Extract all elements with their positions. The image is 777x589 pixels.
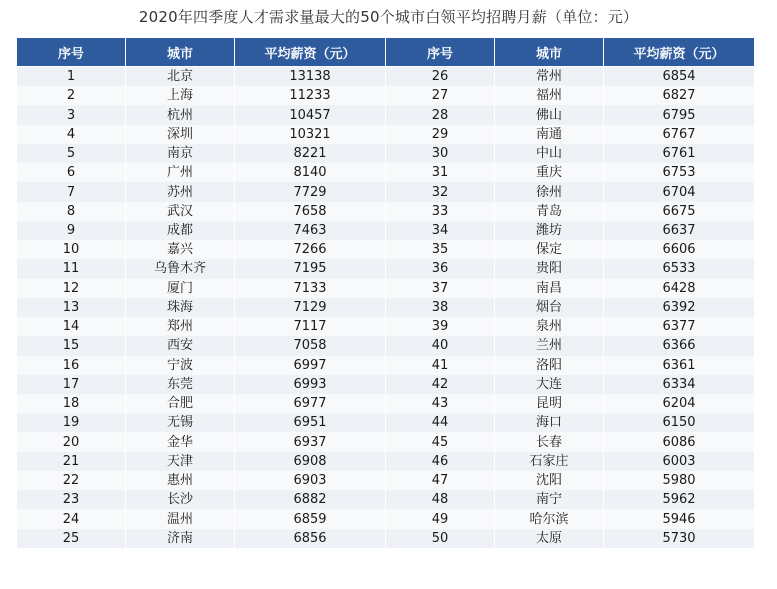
cell-rank-right: 49 <box>386 509 495 528</box>
cell-rank-left: 12 <box>17 279 126 298</box>
table-row <box>17 452 755 471</box>
cell-salary-right: 6637 <box>604 221 755 240</box>
cell-salary-left: 7729 <box>235 182 386 201</box>
cell-salary-left: 6903 <box>235 471 386 490</box>
cell-city-right: 大连 <box>495 375 604 394</box>
cell-rank-right: 36 <box>386 259 495 278</box>
cell-salary-right: 6761 <box>604 144 755 163</box>
table-row <box>17 471 755 490</box>
cell-salary-left: 11233 <box>235 86 386 105</box>
cell-city-right: 南宁 <box>495 490 604 509</box>
cell-rank-left: 14 <box>17 317 126 336</box>
table-row <box>17 279 755 298</box>
cell-city-right: 海口 <box>495 413 604 432</box>
table-header <box>17 38 755 67</box>
cell-salary-left: 7463 <box>235 221 386 240</box>
cell-salary-right: 6767 <box>604 125 755 144</box>
cell-rank-left: 18 <box>17 394 126 413</box>
cell-salary-left: 7133 <box>235 279 386 298</box>
cell-salary-left: 7117 <box>235 317 386 336</box>
cell-rank-right: 45 <box>386 432 495 451</box>
cell-city-right: 青岛 <box>495 202 604 221</box>
table-row <box>17 490 755 509</box>
cell-salary-left: 6859 <box>235 509 386 528</box>
salary-table <box>16 37 755 548</box>
cell-salary-right: 6606 <box>604 240 755 259</box>
cell-city-right: 徐州 <box>495 182 604 201</box>
cell-rank-left: 23 <box>17 490 126 509</box>
cell-rank-right: 32 <box>386 182 495 201</box>
cell-salary-left: 10457 <box>235 105 386 124</box>
cell-rank-right: 26 <box>386 67 495 87</box>
cell-city-left: 杭州 <box>126 105 235 124</box>
cell-rank-left: 21 <box>17 452 126 471</box>
cell-salary-left: 7195 <box>235 259 386 278</box>
cell-city-right: 太原 <box>495 529 604 548</box>
cell-rank-right: 35 <box>386 240 495 259</box>
cell-salary-left: 6997 <box>235 356 386 375</box>
cell-city-right: 潍坊 <box>495 221 604 240</box>
table-row <box>17 375 755 394</box>
cell-rank-right: 41 <box>386 356 495 375</box>
cell-city-right: 南昌 <box>495 279 604 298</box>
cell-salary-left: 8140 <box>235 163 386 182</box>
cell-rank-right: 31 <box>386 163 495 182</box>
cell-city-left: 南京 <box>126 144 235 163</box>
header-salary-left: 平均薪资（元） <box>235 38 386 67</box>
cell-city-right: 沈阳 <box>495 471 604 490</box>
table-row <box>17 144 755 163</box>
header-rank-right: 序号 <box>386 38 495 67</box>
cell-rank-left: 25 <box>17 529 126 548</box>
cell-rank-left: 20 <box>17 432 126 451</box>
cell-rank-left: 1 <box>17 67 126 87</box>
cell-salary-left: 8221 <box>235 144 386 163</box>
cell-salary-right: 5730 <box>604 529 755 548</box>
cell-salary-right: 6704 <box>604 182 755 201</box>
cell-rank-right: 43 <box>386 394 495 413</box>
cell-rank-right: 39 <box>386 317 495 336</box>
cell-rank-left: 2 <box>17 86 126 105</box>
cell-city-left: 西安 <box>126 336 235 355</box>
cell-salary-left: 6951 <box>235 413 386 432</box>
cell-rank-left: 8 <box>17 202 126 221</box>
cell-rank-left: 13 <box>17 298 126 317</box>
cell-salary-left: 6937 <box>235 432 386 451</box>
cell-rank-left: 11 <box>17 259 126 278</box>
cell-salary-right: 6334 <box>604 375 755 394</box>
cell-salary-right: 6428 <box>604 279 755 298</box>
cell-salary-left: 6908 <box>235 452 386 471</box>
cell-salary-left: 7658 <box>235 202 386 221</box>
cell-city-right: 长春 <box>495 432 604 451</box>
table-row <box>17 356 755 375</box>
cell-rank-left: 22 <box>17 471 126 490</box>
cell-city-right: 兰州 <box>495 336 604 355</box>
cell-salary-right: 6533 <box>604 259 755 278</box>
cell-salary-right: 6392 <box>604 298 755 317</box>
cell-rank-right: 42 <box>386 375 495 394</box>
cell-city-left: 合肥 <box>126 394 235 413</box>
cell-rank-right: 47 <box>386 471 495 490</box>
cell-city-left: 宁波 <box>126 356 235 375</box>
table-row <box>17 529 755 548</box>
header-salary-right: 平均薪资（元） <box>604 38 755 67</box>
header-row <box>17 38 755 67</box>
cell-rank-right: 46 <box>386 452 495 471</box>
table-row <box>17 509 755 528</box>
cell-city-left: 珠海 <box>126 298 235 317</box>
cell-city-right: 哈尔滨 <box>495 509 604 528</box>
cell-city-right: 贵阳 <box>495 259 604 278</box>
cell-city-left: 天津 <box>126 452 235 471</box>
cell-salary-right: 6753 <box>604 163 755 182</box>
cell-city-left: 长沙 <box>126 490 235 509</box>
table-row <box>17 67 755 87</box>
cell-rank-right: 50 <box>386 529 495 548</box>
cell-salary-right: 6827 <box>604 86 755 105</box>
cell-salary-right: 6086 <box>604 432 755 451</box>
cell-city-left: 嘉兴 <box>126 240 235 259</box>
cell-city-left: 苏州 <box>126 182 235 201</box>
cell-rank-right: 40 <box>386 336 495 355</box>
table-row <box>17 86 755 105</box>
cell-city-left: 成都 <box>126 221 235 240</box>
cell-rank-right: 37 <box>386 279 495 298</box>
cell-city-left: 惠州 <box>126 471 235 490</box>
cell-city-left: 深圳 <box>126 125 235 144</box>
table-row <box>17 125 755 144</box>
cell-city-right: 常州 <box>495 67 604 87</box>
cell-city-left: 金华 <box>126 432 235 451</box>
cell-city-left: 厦门 <box>126 279 235 298</box>
table-row <box>17 336 755 355</box>
cell-city-right: 福州 <box>495 86 604 105</box>
page-title: 2020年四季度人才需求量最大的50个城市白领平均招聘月薪（单位：元） <box>138 8 639 26</box>
cell-city-right: 保定 <box>495 240 604 259</box>
cell-salary-left: 7129 <box>235 298 386 317</box>
cell-city-right: 泉州 <box>495 317 604 336</box>
cell-city-right: 昆明 <box>495 394 604 413</box>
cell-city-right: 烟台 <box>495 298 604 317</box>
cell-salary-right: 6361 <box>604 356 755 375</box>
cell-city-left: 乌鲁木齐 <box>126 259 235 278</box>
cell-rank-right: 44 <box>386 413 495 432</box>
cell-city-left: 郑州 <box>126 317 235 336</box>
table-body <box>17 67 755 548</box>
table-row <box>17 105 755 124</box>
cell-city-left: 无锡 <box>126 413 235 432</box>
cell-city-right: 石家庄 <box>495 452 604 471</box>
cell-rank-right: 33 <box>386 202 495 221</box>
cell-salary-right: 5980 <box>604 471 755 490</box>
table-row <box>17 259 755 278</box>
cell-rank-left: 19 <box>17 413 126 432</box>
cell-salary-left: 6977 <box>235 394 386 413</box>
cell-rank-left: 4 <box>17 125 126 144</box>
table-row <box>17 432 755 451</box>
cell-rank-right: 27 <box>386 86 495 105</box>
cell-city-left: 广州 <box>126 163 235 182</box>
header-city-right: 城市 <box>495 38 604 67</box>
cell-city-right: 佛山 <box>495 105 604 124</box>
cell-city-left: 武汉 <box>126 202 235 221</box>
cell-city-right: 洛阳 <box>495 356 604 375</box>
cell-salary-right: 6204 <box>604 394 755 413</box>
cell-salary-right: 5946 <box>604 509 755 528</box>
cell-salary-right: 6377 <box>604 317 755 336</box>
cell-city-right: 南通 <box>495 125 604 144</box>
cell-salary-right: 6675 <box>604 202 755 221</box>
cell-rank-left: 15 <box>17 336 126 355</box>
header-city-left: 城市 <box>126 38 235 67</box>
cell-salary-right: 6366 <box>604 336 755 355</box>
table-row <box>17 394 755 413</box>
table-row <box>17 240 755 259</box>
cell-salary-left: 7058 <box>235 336 386 355</box>
table-row <box>17 202 755 221</box>
table-row <box>17 413 755 432</box>
cell-rank-left: 5 <box>17 144 126 163</box>
cell-rank-right: 34 <box>386 221 495 240</box>
cell-rank-right: 48 <box>386 490 495 509</box>
cell-rank-left: 7 <box>17 182 126 201</box>
cell-salary-right: 6150 <box>604 413 755 432</box>
cell-salary-left: 7266 <box>235 240 386 259</box>
cell-rank-left: 24 <box>17 509 126 528</box>
cell-city-left: 济南 <box>126 529 235 548</box>
cell-salary-left: 10321 <box>235 125 386 144</box>
cell-salary-right: 6003 <box>604 452 755 471</box>
cell-salary-left: 6882 <box>235 490 386 509</box>
cell-city-right: 中山 <box>495 144 604 163</box>
cell-rank-left: 3 <box>17 105 126 124</box>
cell-salary-left: 6993 <box>235 375 386 394</box>
cell-city-left: 北京 <box>126 67 235 87</box>
cell-city-left: 温州 <box>126 509 235 528</box>
cell-city-right: 重庆 <box>495 163 604 182</box>
cell-salary-left: 6856 <box>235 529 386 548</box>
cell-city-left: 东莞 <box>126 375 235 394</box>
cell-rank-right: 38 <box>386 298 495 317</box>
table-row <box>17 221 755 240</box>
table-row <box>17 163 755 182</box>
table-row <box>17 298 755 317</box>
cell-rank-left: 17 <box>17 375 126 394</box>
cell-salary-right: 5962 <box>604 490 755 509</box>
cell-rank-left: 6 <box>17 163 126 182</box>
cell-rank-right: 30 <box>386 144 495 163</box>
header-rank-left: 序号 <box>17 38 126 67</box>
cell-rank-left: 16 <box>17 356 126 375</box>
cell-rank-right: 29 <box>386 125 495 144</box>
table-row <box>17 317 755 336</box>
cell-salary-right: 6795 <box>604 105 755 124</box>
cell-rank-right: 28 <box>386 105 495 124</box>
cell-rank-left: 9 <box>17 221 126 240</box>
table-row <box>17 182 755 201</box>
cell-city-left: 上海 <box>126 86 235 105</box>
cell-rank-left: 10 <box>17 240 126 259</box>
cell-salary-left: 13138 <box>235 67 386 87</box>
cell-salary-right: 6854 <box>604 67 755 87</box>
